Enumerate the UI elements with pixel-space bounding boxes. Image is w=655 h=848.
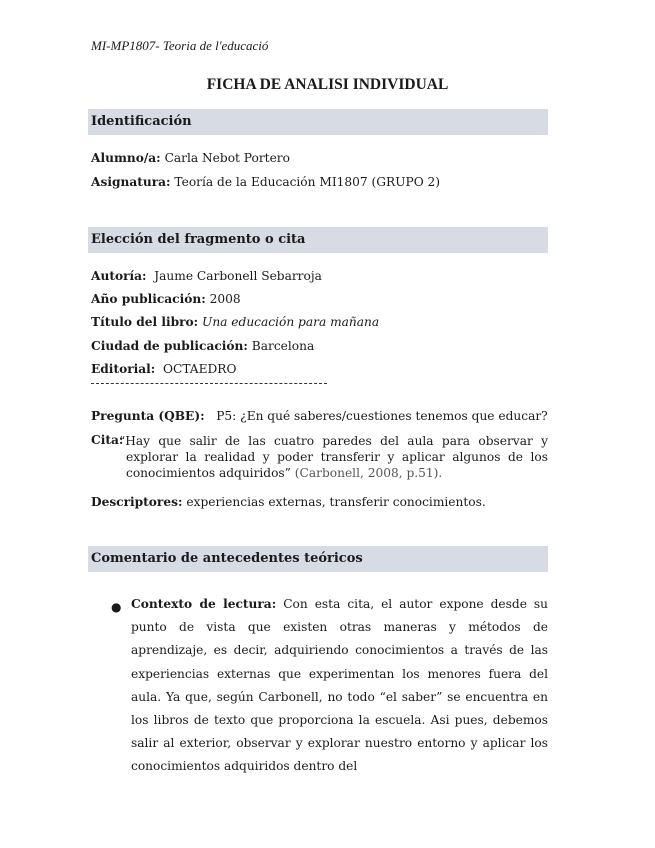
quote-text: “Hay que salir de las cuatro paredes del aula para observar y explorar la realidad y poder transferir y aplicar algunos de los conocimientos adquiridos”: [119, 434, 548, 480]
author-value: Jaume Carbonell Sebarroja: [154, 269, 322, 283]
subject-value: Teoría de la Educación MI1807 (GRUPO 2): [174, 175, 441, 189]
author-label: Autoría:: [91, 269, 147, 283]
publisher-value: OCTAEDRO: [163, 362, 237, 376]
city-value: Barcelona: [251, 339, 315, 353]
section-identification-heading: Identificación: [88, 109, 548, 135]
city-label: Ciudad de publicación:: [91, 339, 248, 353]
question-label: Pregunta (QBE):: [91, 409, 205, 423]
quote-label: Cita:: [91, 433, 124, 447]
book-value: Una educación para mañana: [202, 315, 380, 329]
document-title: FICHA DE ANALISI INDIVIDUAL: [206, 76, 449, 93]
section-selection-heading: Elección del fragmento o cita: [88, 227, 548, 253]
student-label: Alumno/a:: [91, 151, 161, 165]
year-label: Año publicación:: [91, 292, 206, 306]
quote-block: [119, 433, 548, 481]
student-value: Carla Nebot Portero: [164, 151, 290, 165]
publisher-line: [91, 362, 236, 376]
city-line: [91, 339, 314, 353]
dashed-separator: [91, 383, 327, 384]
section-commentary-heading: Comentario de antecedentes teóricos: [88, 546, 548, 572]
question-line: [91, 409, 548, 423]
book-line: [91, 315, 379, 329]
descriptors-line: [91, 495, 486, 509]
bullet-body: Con esta cita, el autor expone desde su punto de vista que existen otras maneras y métodos de aprendizaje, es decir, adquiriendo conocimientos a través de las experiencias externas que experimentan los menores fuera del aula. Ya que, según Carbonell, no todo “el saber” se encuentra en los libros de texto que proporciona la escuela. Asi pues, debemos salir al exterior, observar y explorar nuestro entorno y aplicar los conocimientos adquiridos dentro del: [131, 597, 549, 774]
commentary-bullet: [131, 593, 548, 779]
bullet-label: Contexto de lectura:: [131, 597, 277, 611]
author-line: [91, 269, 322, 283]
descriptors-value: experiencias externas, transferir conocimientos.: [186, 495, 486, 509]
quote-reference: (Carbonell, 2008, p.51).: [294, 466, 443, 480]
course-header: MI-MP1807- Teoria de l'educació: [91, 38, 269, 53]
year-line: [91, 292, 241, 306]
question-value: P5: ¿En qué saberes/cuestiones tenemos que educar?: [216, 409, 548, 423]
subject-label: Asignatura:: [91, 175, 171, 189]
bullet-icon: ●: [111, 600, 122, 614]
subject-line: [91, 175, 440, 189]
year-value: 2008: [209, 292, 241, 306]
student-line: [91, 151, 290, 165]
book-label: Título del libro:: [91, 315, 199, 329]
publisher-label: Editorial:: [91, 362, 156, 376]
descriptors-label: Descriptores:: [91, 495, 183, 509]
